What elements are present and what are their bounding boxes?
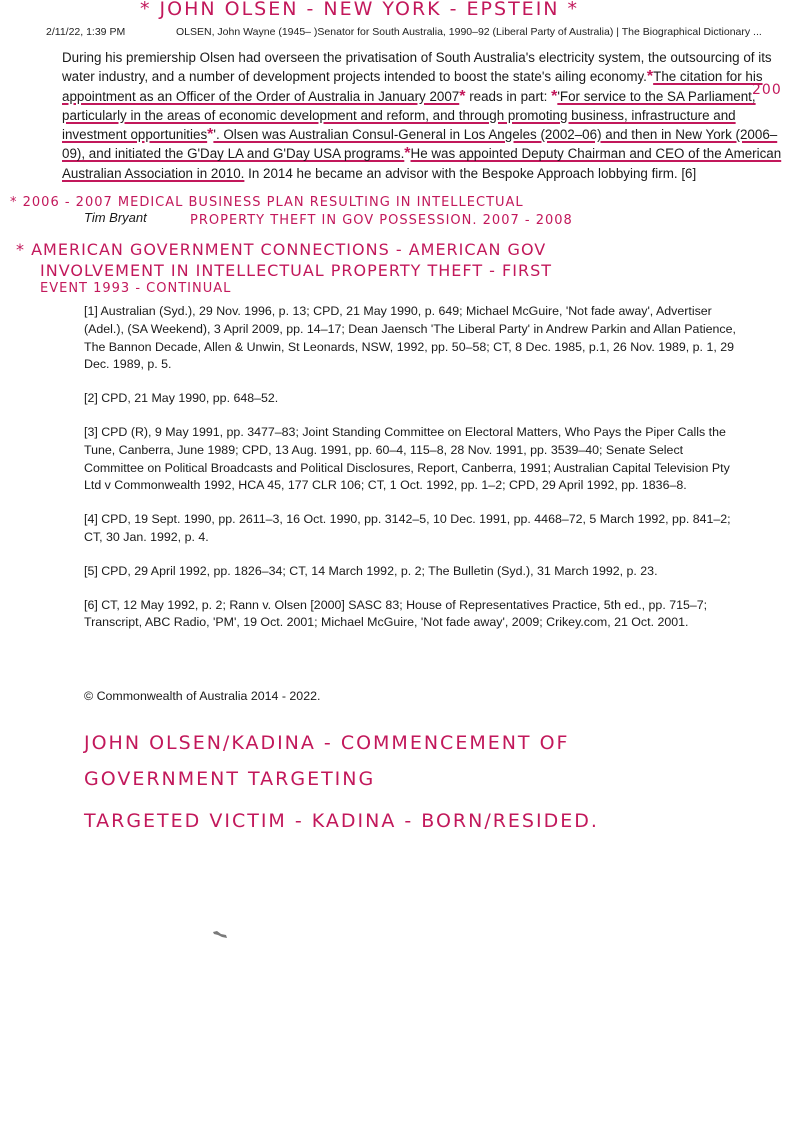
handwritten-note-line5: EVENT 1993 - CONTINUAL (40, 281, 232, 296)
references-list (84, 303, 744, 648)
text-consul-general: '. Olsen was Australian Consul-General in Los Angeles (2002–06) and then in New York (2006–09), and initiated the G'Day LA and G'Day USA programs. (62, 127, 778, 162)
text-citation: The citation for his appointment as an Officer of the Order of Australia in January 2007 (62, 69, 763, 104)
author-name: Tim Bryant (84, 210, 147, 225)
handwritten-margin-200: 200 (752, 82, 782, 98)
text-privatisation: During his premiership Olsen had overseen the privatisation of South Australia's electricity system, the outsourcing of its water industry, and a number of development projects intended to boost the state's ailing economy. (62, 50, 772, 85)
reference-item: [1] Australian (Syd.), 29 Nov. 1996, p. 13; CPD, 21 May 1990, p. 649; Michael McGuire, 'Not fade away', Advertiser (Adel.), (SA Weekend), 3 April 2009, pp. 14–17; Dean Jaensch 'The Liberal Party' in Andrew Parkin and Allan Patience, The Bannon Decade, Allen & Unwin, St Leonards, NSW, 1992, pp. 50–58; CT, 8 Dec. 1985, p.1, 26 Nov. 1989, p. 1, 29 Dec. 1989, p. 5. (84, 304, 736, 372)
biography-paragraph (62, 48, 782, 183)
print-date: 2/11/22, 1:39 PM (46, 26, 126, 38)
handwritten-note-line3: * AMERICAN GOVERNMENT CONNECTIONS - AMERICAN GOV (16, 240, 547, 259)
reference-item: [4] CPD, 19 Sept. 1990, pp. 2611–3, 16 Oct. 1990, pp. 3142–5, 10 Dec. 1991, pp. 4468–72, 5 March 1992, pp. 841–2; CT, 30 Jan. 1992, p. 4. (84, 512, 731, 544)
annotation-star: * (646, 68, 654, 86)
annotation-star: * (459, 87, 466, 105)
print-page-title: OLSEN, John Wayne (1945– )Senator for South Australia, 1990–92 (Liberal Party of Australia) | The Biographical Dictionary ... (176, 26, 762, 38)
handwritten-bottom-line3: TARGETED VICTIM - KADINA - BORN/RESIDED. (84, 810, 599, 832)
handwritten-bottom-line1: JOHN OLSEN/KADINA - COMMENCEMENT OF (84, 732, 570, 754)
copyright-notice: © Commonwealth of Australia 2014 - 2022. (84, 689, 321, 703)
annotation-star: * (404, 145, 411, 163)
handwritten-note-line1: * 2006 - 2007 MEDICAL BUSINESS PLAN RESULTING IN INTELLECTUAL (10, 195, 524, 210)
reference-item: [6] CT, 12 May 1992, p. 2; Rann v. Olsen [2000] SASC 83; House of Representatives Practice, 5th ed., pp. 715–7; Transcript, ABC Radio, 'PM', 19 Oct. 2001; Michael McGuire, 'Not fade away', 2009; Crikey.com, 21 Oct. 2001. (84, 597, 708, 630)
handwritten-title: * JOHN OLSEN - NEW YORK - EPSTEIN * (140, 0, 580, 20)
scan-speck (212, 930, 228, 939)
annotation-star: * (207, 126, 214, 144)
text-citation-quote: 'For service to the SA Parliament, particularly in the areas of economic development and reform, and through promoting business, infrastructure and investment opportunities (62, 88, 756, 143)
handwritten-note-line4: INVOLVEMENT IN INTELLECTUAL PROPERTY THEFT - FIRST (40, 261, 553, 280)
reference-item: [3] CPD (R), 9 May 1991, pp. 3477–83; Joint Standing Committee on Electoral Matters, Who Pays the Piper Calls the Tune, Canberra, June 1989; CPD, 13 Aug. 1991, pp. 60–4, 115–8, 28 Nov. 1991, pp. 3539–40; Senate Select Committee on Political Broadcasts and Political Disclosures, Report, Canberra, 1991; Australian Capital Television Pty Ltd v Commonwealth 1992, HCA 45, 177 CLR 106; CT, 1 Oct. 1992, pp. 1–2; CPD, 29 April 1992, pp. 1836–8. (84, 424, 730, 493)
text-deputy-chairman: He was appointed Deputy Chairman and CEO of the American Australian Association in 2010. (62, 146, 782, 181)
text-reads-in-part: reads in part: (465, 88, 552, 104)
handwritten-bottom-line2: GOVERNMENT TARGETING (84, 768, 376, 790)
reference-item: [5] CPD, 29 April 1992, pp. 1826–34; CT, 14 March 1992, p. 2; The Bulletin (Syd.), 31 March 1992, p. 23. (84, 563, 658, 578)
handwritten-note-line2: PROPERTY THEFT IN GOV POSSESSION. 2007 - 2008 (190, 213, 573, 228)
reference-item: [2] CPD, 21 May 1990, pp. 648–52. (84, 391, 279, 406)
text-lobbying: In 2014 he became an advisor with the Bespoke Approach lobbying firm. [6] (244, 165, 697, 181)
annotation-star: * (551, 87, 558, 105)
